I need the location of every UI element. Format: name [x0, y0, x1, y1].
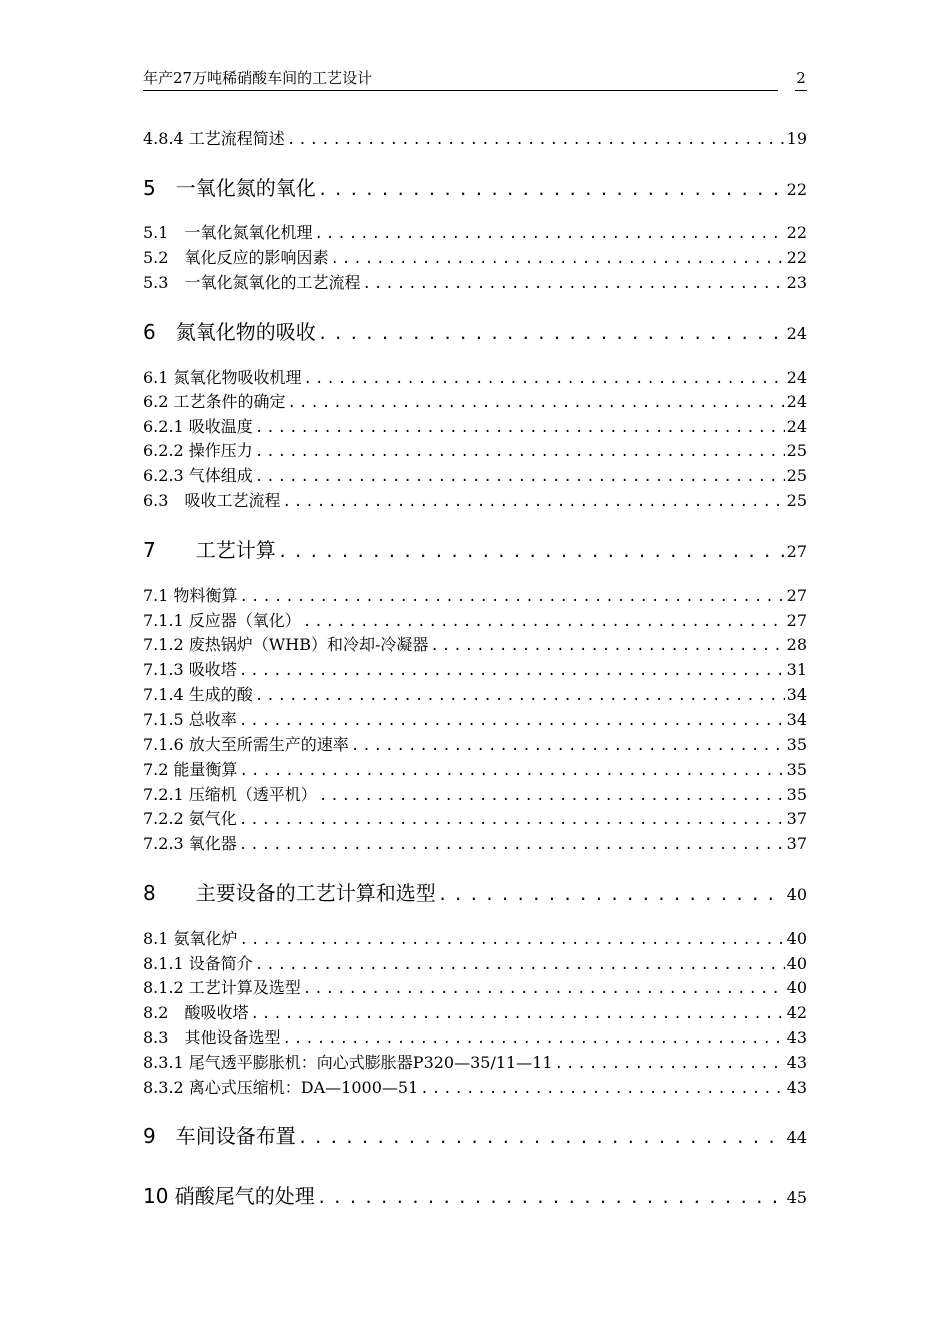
- toc-dot-leader: [282, 1028, 784, 1050]
- toc-section-entry[interactable]: [143, 247, 807, 269]
- toc-chapter-entry[interactable]: [143, 174, 807, 202]
- toc-entry-page: 27: [786, 611, 807, 630]
- toc-section-entry[interactable]: [143, 128, 807, 150]
- toc-section-entry[interactable]: [143, 833, 807, 855]
- toc-entry-label: 8.1.1 设备简介: [143, 954, 253, 973]
- toc-entry-label: 8 主要设备的工艺计算和选型: [143, 881, 436, 905]
- toc-entry-page: 37: [786, 834, 807, 853]
- toc-dot-leader: [303, 978, 785, 1000]
- toc-dot-leader: [282, 491, 784, 513]
- toc-dot-leader: [250, 1003, 784, 1025]
- toc-section-entry[interactable]: [143, 759, 807, 781]
- toc-entry-label: 6 氮氧化物的吸收: [143, 320, 316, 344]
- toc-section-entry[interactable]: [143, 222, 807, 244]
- toc-entry-label: 4.8.4 工艺流程简述: [143, 129, 285, 148]
- toc-chapter-entry[interactable]: [143, 318, 807, 346]
- toc-entry-page: 35: [786, 785, 807, 804]
- toc-chapter-entry[interactable]: [143, 1182, 807, 1210]
- toc-section-entry[interactable]: [143, 610, 807, 632]
- toc-entry-label: 7.1.3 吸收塔: [143, 660, 237, 679]
- toc-entry-label: 6.3 吸收工艺流程: [143, 491, 281, 510]
- toc-entry-label: 8.3.1 尾气透平膨胀机：向心式膨胀器P320—35/11—11: [143, 1053, 553, 1072]
- toc-entry-page: 25: [786, 466, 807, 485]
- toc-dot-leader: [255, 954, 785, 976]
- toc-chapter-entry[interactable]: [143, 1122, 807, 1150]
- toc-entry-label: 8.3 其他设备选型: [143, 1028, 281, 1047]
- toc-entry-page: 43: [786, 1053, 807, 1072]
- toc-dot-leader: [255, 441, 785, 463]
- toc-dot-leader: [239, 834, 785, 856]
- toc-entry-page: 25: [786, 491, 807, 510]
- toc-entry-label: 7.1.1 反应器（氧化）: [143, 611, 301, 630]
- toc-entry-label: 6.1 氮氧化物吸收机理: [143, 368, 302, 387]
- toc-section-entry[interactable]: [143, 440, 807, 462]
- toc-dot-leader: [303, 611, 785, 633]
- toc-entry-page: 40: [786, 929, 807, 948]
- toc-section-entry[interactable]: [143, 585, 807, 607]
- toc-entry-label: 5.2 氧化反应的影响因素: [143, 248, 329, 267]
- toc-dot-leader: [255, 417, 785, 439]
- toc-entry-page: 40: [786, 885, 807, 904]
- toc-entry-label: 6.2.2 操作压力: [143, 441, 253, 460]
- toc-entry-label: 8.1.2 工艺计算及选型: [143, 978, 301, 997]
- toc-section-entry[interactable]: [143, 928, 807, 950]
- toc-dot-leader: [317, 1184, 785, 1212]
- toc-dot-leader: [288, 392, 785, 414]
- toc-dot-leader: [278, 538, 785, 566]
- toc-section-entry[interactable]: [143, 465, 807, 487]
- toc-entry-page: 24: [786, 368, 807, 387]
- toc-dot-leader: [420, 1078, 784, 1100]
- toc-dot-leader: [240, 760, 785, 782]
- toc-dot-leader: [318, 176, 785, 204]
- toc-dot-leader: [298, 1124, 785, 1152]
- toc-chapter-entry[interactable]: [143, 536, 807, 564]
- toc-entry-page: 27: [786, 542, 807, 561]
- toc-entry-label: 6.2.1 吸收温度: [143, 417, 253, 436]
- toc-entry-page: 34: [786, 685, 807, 704]
- toc-section-entry[interactable]: [143, 272, 807, 294]
- toc-entry-label: 7.1 物料衡算: [143, 586, 238, 605]
- toc-entry-page: 43: [786, 1078, 807, 1097]
- toc-section-entry[interactable]: [143, 391, 807, 413]
- toc-entry-label: 6.2 工艺条件的确定: [143, 392, 286, 411]
- toc-dot-leader: [287, 129, 785, 151]
- toc-entry-label: 8.3.2 离心式压缩机：DA—1000—51: [143, 1078, 419, 1097]
- toc-entry-label: 7.2.1 压缩机（透平机）: [143, 785, 317, 804]
- toc-section-entry[interactable]: [143, 634, 807, 656]
- toc-dot-leader: [351, 735, 785, 757]
- toc-entry-page: 25: [786, 441, 807, 460]
- toc-section-entry[interactable]: [143, 1077, 807, 1099]
- toc-entry-page: 23: [786, 273, 807, 292]
- toc-entry-label: 7.2.3 氧化器: [143, 834, 237, 853]
- toc-entry-page: 31: [786, 660, 807, 679]
- toc-entry-label: 5 一氧化氮的氧化: [143, 176, 316, 200]
- toc-entry-label: 7.1.5 总收率: [143, 710, 237, 729]
- toc-section-entry[interactable]: [143, 1002, 807, 1024]
- toc-section-entry[interactable]: [143, 416, 807, 438]
- toc-section-entry[interactable]: [143, 734, 807, 756]
- toc-entry-label: 7 工艺计算: [143, 538, 276, 562]
- toc-entry-page: 22: [786, 180, 807, 199]
- toc-dot-leader: [240, 586, 785, 608]
- toc-entry-page: 27: [786, 586, 807, 605]
- page-number: 2: [795, 68, 807, 91]
- toc-entry-label: 7.1.4 生成的酸: [143, 685, 253, 704]
- toc-section-entry[interactable]: [143, 684, 807, 706]
- toc-dot-leader: [314, 223, 784, 245]
- toc-section-entry[interactable]: [143, 1027, 807, 1049]
- toc-entry-page: 19: [786, 129, 807, 148]
- toc-entry-page: 22: [786, 223, 807, 242]
- toc-dot-leader: [304, 368, 785, 390]
- toc-section-entry[interactable]: [143, 659, 807, 681]
- toc-section-entry[interactable]: [143, 709, 807, 731]
- toc-entry-page: 44: [786, 1128, 807, 1147]
- toc-entry-label: 7.1.6 放大至所需生产的速率: [143, 735, 349, 754]
- toc-dot-leader: [319, 785, 785, 807]
- toc-dot-leader: [239, 809, 785, 831]
- toc-dot-leader: [555, 1053, 785, 1075]
- toc-section-entry[interactable]: [143, 977, 807, 999]
- toc-entry-page: 28: [786, 635, 807, 654]
- toc-entry-label: 7.2.2 氨气化: [143, 809, 237, 828]
- toc-entry-page: 24: [786, 324, 807, 343]
- toc-entry-label: 8.2 酸吸收塔: [143, 1003, 249, 1022]
- toc-entry-page: 40: [786, 954, 807, 973]
- toc-dot-leader: [239, 660, 785, 682]
- toc-dot-leader: [330, 248, 784, 270]
- toc-entry-page: 37: [786, 809, 807, 828]
- toc-entry-page: 35: [786, 760, 807, 779]
- toc-section-entry[interactable]: [143, 1052, 807, 1074]
- toc-dot-leader: [430, 635, 784, 657]
- toc-dot-leader: [318, 320, 785, 348]
- toc-entry-page: 24: [786, 417, 807, 436]
- toc-dot-leader: [255, 685, 785, 707]
- toc-entry-label: 7.2 能量衡算: [143, 760, 238, 779]
- toc-entry-page: 45: [786, 1188, 807, 1207]
- toc-entry-label: 7.1.2 废热锅炉（WHB）和冷却-冷凝器: [143, 635, 429, 654]
- toc-entry-label: 8.1 氨氧化炉: [143, 929, 238, 948]
- toc-section-entry[interactable]: [143, 808, 807, 830]
- toc-dot-leader: [255, 466, 785, 488]
- toc-dot-leader: [362, 273, 784, 295]
- toc-section-entry[interactable]: [143, 490, 807, 512]
- toc-entry-label: 10 硝酸尾气的处理: [143, 1184, 315, 1208]
- toc-entry-label: 9 车间设备布置: [143, 1124, 296, 1148]
- toc-entry-label: 6.2.3 气体组成: [143, 466, 253, 485]
- toc-entry-label: 5.1 一氧化氮氧化机理: [143, 223, 313, 242]
- toc-entry-page: 22: [786, 248, 807, 267]
- toc-entry-page: 40: [786, 978, 807, 997]
- toc-dot-leader: [438, 881, 785, 909]
- toc-entry-page: 42: [786, 1003, 807, 1022]
- toc-chapter-entry[interactable]: [143, 879, 807, 907]
- toc-entry-page: 34: [786, 710, 807, 729]
- toc-dot-leader: [240, 929, 785, 951]
- toc-entry-label: 5.3 一氧化氮氧化的工艺流程: [143, 273, 361, 292]
- toc-entry-page: 35: [786, 735, 807, 754]
- toc-section-entry[interactable]: [143, 953, 807, 975]
- toc-dot-leader: [239, 710, 785, 732]
- running-header-title: 年产27万吨稀硝酸车间的工艺设计: [143, 68, 778, 91]
- toc-section-entry[interactable]: [143, 367, 807, 389]
- toc-section-entry[interactable]: [143, 784, 807, 806]
- toc-entry-page: 24: [786, 392, 807, 411]
- toc-entry-page: 43: [786, 1028, 807, 1047]
